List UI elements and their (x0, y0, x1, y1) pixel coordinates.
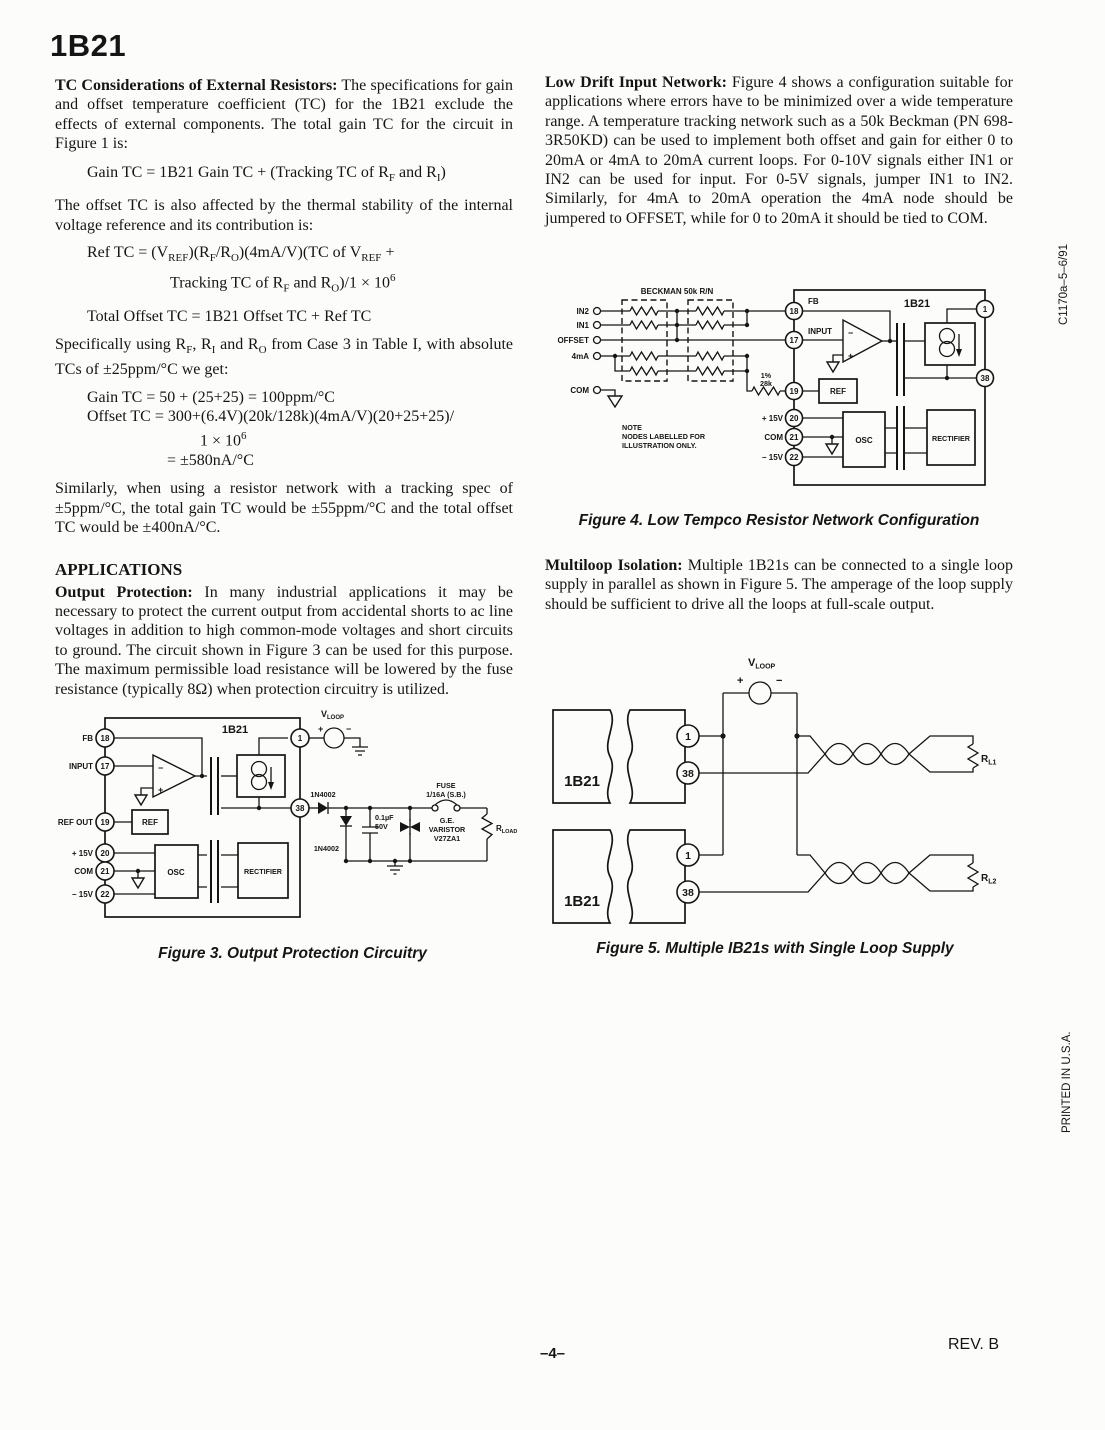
pin-label-com: COM (764, 433, 783, 442)
junction-dot (200, 774, 204, 778)
pin-node-17: 17 (789, 336, 799, 345)
twisted-pair-2 (825, 863, 909, 884)
left-column (55, 76, 513, 699)
junction-dot (257, 806, 261, 810)
ref-box-label: REF (830, 387, 846, 396)
osc-box-label: OSC (167, 868, 185, 877)
pin-label-p15v: + 15V (71, 849, 93, 858)
pin-node-19: 19 (100, 818, 110, 827)
pin-node-19: 19 (789, 387, 799, 396)
fig5-bus-wires (699, 693, 825, 892)
pin-node-20: 20 (100, 849, 110, 858)
terminal-in1 (594, 322, 601, 329)
printed-in-usa-vertical: PRINTED IN U.S.A. (1061, 1031, 1073, 1133)
pin-label-fb: FB (808, 297, 819, 306)
current-source-symbol (940, 329, 963, 358)
document-code-vertical: C1170a–5–6/91 (1058, 244, 1070, 325)
figure5-caption: Figure 5. Multiple IB21s with Single Loop Supply (596, 940, 954, 957)
note-line1: NOTE (622, 423, 642, 432)
transformer-symbol-power (211, 840, 218, 903)
fig4-note (622, 423, 706, 450)
page-title: 1B21 (50, 28, 127, 63)
capacitor-voltage-label: 50V (375, 822, 388, 831)
pin-node-22: 22 (100, 890, 110, 899)
isolator-unit-2 (553, 830, 685, 923)
vloop-supply (737, 657, 782, 704)
equation-total-offset (87, 307, 513, 327)
terminal-label-in2: IN2 (576, 307, 589, 316)
pin-label-m15v: − 15V (761, 453, 783, 462)
figure3-circuit-diagram (55, 695, 530, 945)
vloop-label: $V_{LOOP}$ (321, 709, 345, 721)
shunt-diode-1n4002 (340, 816, 352, 826)
vloop-plus-label: + (737, 675, 744, 687)
paragraph-similarly: Similarly, when using a resistor network with a tracking spec of ±5ppm/°C, the total gain TC would be ±55ppm/°C and the total offset TC would be ±400nA/°C. (55, 480, 513, 537)
rectifier-box-label: RECTIFIER (244, 867, 282, 876)
junction-dot (888, 339, 892, 343)
pin-node-1: 1 (982, 305, 988, 314)
equation-gain-tc (87, 163, 513, 189)
resistor-value-label: 28k (760, 379, 772, 388)
paragraph-low-drift (545, 73, 1013, 228)
terminal-label-4ma: 4mA (571, 352, 589, 361)
series-diode-1n4002 (318, 802, 328, 814)
varistor-symbol (400, 819, 420, 835)
rload-label: $R_{LOAD}$ (496, 824, 518, 835)
amp-plus-label: + (848, 351, 854, 361)
figure5-circuit-diagram (540, 648, 1010, 940)
current-source-symbol (252, 762, 275, 791)
pin-node-21: 21 (100, 867, 110, 876)
applications-heading: APPLICATIONS (55, 559, 183, 579)
junction-dot (830, 435, 834, 439)
ref-box-label: REF (142, 818, 158, 827)
ground-symbol-amp (135, 795, 147, 805)
figure4-caption: Figure 4. Low Tempco Resistor Network Configuration (578, 512, 980, 529)
terminal-label-com: COM (570, 386, 589, 395)
note-line2: NODES LABELLED FOR (622, 432, 706, 441)
osc-box-label: OSC (855, 436, 873, 445)
terminal-label-offset: OFFSET (557, 336, 589, 345)
ground-symbol-com (132, 878, 144, 888)
part-label-1b21: 1B21 (564, 773, 600, 790)
terminal-label-in1: IN1 (576, 321, 589, 330)
vloop-supply (309, 709, 368, 755)
capacitor-value-label: 0.1µF (375, 813, 394, 822)
resistor-tolerance-label: 1% (760, 371, 772, 380)
vloop-plus-label: + (318, 724, 324, 734)
part-label-1b21: 1B21 (221, 724, 249, 736)
tc-body: The specifications for gain and offset temperature coefficient (TC) for the 1B21 exclude the effects of external components. The total gain TC for the circuit in Figure 1 is: (55, 77, 514, 153)
fuse-label: FUSE (436, 781, 456, 790)
paragraph-multiloop (545, 556, 1013, 614)
terminal-in2 (594, 308, 601, 315)
beckman-network-label: BECKMAN 50k R/N (640, 287, 714, 296)
paragraph-tc-considerations (55, 76, 513, 154)
fig4-network-wires (601, 307, 786, 396)
pin-node-38a: 38 (682, 768, 694, 780)
twisted-pair-1 (825, 744, 909, 765)
pin-node-38: 38 (295, 804, 305, 813)
diode2-label: 1N4002 (313, 844, 339, 853)
note-line3: ILLUSTRATION ONLY. (622, 441, 697, 450)
amp-minus-label: − (158, 763, 164, 773)
pin-node-18: 18 (789, 307, 799, 316)
equation-numeric-block (87, 388, 513, 471)
rl1-label: $R_{L1}$ (981, 754, 997, 767)
load-resistor-1 (909, 736, 978, 772)
junction-dot (720, 733, 725, 738)
vloop-label: $V_{LOOP}$ (748, 657, 776, 671)
revision-label: REV. B (948, 1336, 999, 1353)
pin-node-22: 22 (789, 453, 799, 462)
pin-label-com: COM (74, 867, 93, 876)
figure4-circuit-diagram (545, 278, 1015, 508)
isolator-unit-1 (553, 710, 685, 803)
protection-network-wires (309, 808, 492, 874)
output-protection-body: In many industrial applications it may be necessary to protect the current output from accidental shorts to ac line voltages in addition to high common-mode voltages and short circuits to ground. The circuit shown in Figure 3 can be used for this purpose. The maximum permissible load resistance will be lowered by the fuse resistance (typically 8Ω) when protection circuitry is utilized. (55, 583, 513, 698)
equation-line: Tracking TC of $R_F$ and $R_O)/1 \times 10^6$ (170, 272, 396, 295)
junction-dot (794, 733, 799, 738)
equation-line: Gain TC = 50 + (25+25) = 100ppm/°C (87, 388, 335, 406)
pin-label-input: INPUT (69, 762, 93, 771)
paragraph-output-protection (55, 583, 513, 699)
terminal-offset (594, 337, 601, 344)
varistor-label-3: V27ZA1 (433, 834, 461, 843)
low-drift-body: Figure 4 shows a configuration suitable for applications where errors have to be minimized over a wide temperature range. A temperature tracking network such as a 50k Beckman (PN 698-3R50KD) can be used to implement both offset and gain for either 0 to 20mA or 4mA to 20mA current loops. For 0-10V signals either IN1 or IN2 can be used for input. For 0-5V signals, jumper IN1 to IN2. Similarly, for 4mA to 20mA operation the 4mA node should be jumpered to OFFSET, while for 0 to 20mA it should be tied to COM. (545, 74, 1014, 227)
equation-line: Total Offset TC = 1B21 Offset TC + Ref TC (87, 308, 372, 326)
junction-dot (945, 376, 949, 380)
part-label-1b21: 1B21 (564, 893, 600, 910)
pin-node-20: 20 (789, 414, 799, 423)
varistor-label-2: VARISTOR (428, 825, 466, 834)
ground-symbol-com (608, 396, 622, 407)
low-drift-heading: Low Drift Input Network: (545, 74, 727, 91)
load-resistor-2 (909, 855, 978, 891)
fig4-input-terminals (557, 307, 600, 395)
right-column (545, 73, 1013, 228)
terminal-4ma (594, 353, 601, 360)
pin-node-1a: 1 (685, 731, 691, 743)
fuse-rating-label: 1/16A (S.B.) (426, 790, 466, 799)
paragraph-offset-tc: The offset TC is also affected by the thermal stability of the internal voltage reference and its contribution is: (55, 197, 513, 234)
fig5-pin-nodes (677, 725, 699, 903)
equation-ref-tc (87, 243, 513, 299)
rl2-label: $R_{L2}$ (981, 873, 997, 886)
vloop-minus-label: − (776, 675, 783, 687)
pin-node-38b: 38 (682, 887, 694, 899)
pin-node-38: 38 (980, 374, 990, 383)
vloop-minus-label: − (346, 724, 352, 734)
transformer-symbol-signal (897, 323, 904, 396)
amp-plus-label: + (158, 785, 164, 795)
page-number: –4– (539, 1345, 566, 1362)
transformer-symbol-power (897, 406, 904, 470)
equation-line: Offset TC = 300+(6.4V)(20k/128k)(4mA/V)(20+25+25)/ (87, 408, 455, 426)
junction-dot (136, 869, 140, 873)
ground-symbol-amp (827, 362, 839, 372)
multiloop-body: Multiple 1B21s can be connected to a single loop supply in parallel as shown in Figure 5. The amperage of the loop supply should be sufficient to drive all the loops at full-scale output. (545, 557, 1014, 613)
pin-label-input: INPUT (808, 327, 832, 336)
pin-node-1b: 1 (685, 850, 691, 862)
fig4-junction-dots (613, 309, 749, 373)
equation-line: Gain TC = 1B21 Gain TC + (Tracking TC of $R_F$ and $R_I$) (87, 163, 446, 184)
ground-symbol-osc (826, 444, 838, 454)
multiloop-block (545, 556, 1013, 614)
pin-node-1: 1 (297, 734, 303, 743)
pin-node-18: 18 (100, 734, 110, 743)
pin-label-fb: FB (82, 734, 93, 743)
pin-label-p15v: + 15V (761, 414, 783, 423)
rectifier-box-label: RECTIFIER (932, 434, 970, 443)
varistor-label-1: G.E. (439, 816, 455, 825)
tc-heading: TC Considerations of External Resistors: (55, 77, 338, 94)
paragraph-specifically: Specifically using $R_F$, $R_I$ and $R_O$ from Case 3 in Table I, with absolute TCs of ±25ppm/°C we get: (55, 335, 513, 379)
equation-line: = ±580nA/°C (167, 451, 254, 469)
equation-line: $1 \times 10^6$ (200, 429, 247, 450)
multiloop-heading: Multiloop Isolation: (545, 557, 683, 574)
part-label-1b21: 1B21 (903, 298, 931, 310)
pin-label-refout: REF OUT (57, 818, 93, 827)
amp-minus-label: − (848, 328, 854, 338)
pin-node-17: 17 (100, 762, 110, 771)
equation-line: Ref TC = $(V_{REF})(R_F/R_O)(4mA/V)(TC$ of $V_{REF}$ + (87, 244, 395, 265)
diode1-label: 1N4002 (310, 790, 336, 799)
figure3-caption: Figure 3. Output Protection Circuitry (158, 945, 427, 962)
pin-label-m15v: − 15V (71, 890, 93, 899)
pin-node-21: 21 (789, 433, 799, 442)
output-protection-heading: Output Protection: (55, 583, 193, 601)
terminal-com (594, 387, 601, 394)
fuse-symbol (432, 800, 460, 811)
transformer-symbol-signal (211, 757, 218, 815)
